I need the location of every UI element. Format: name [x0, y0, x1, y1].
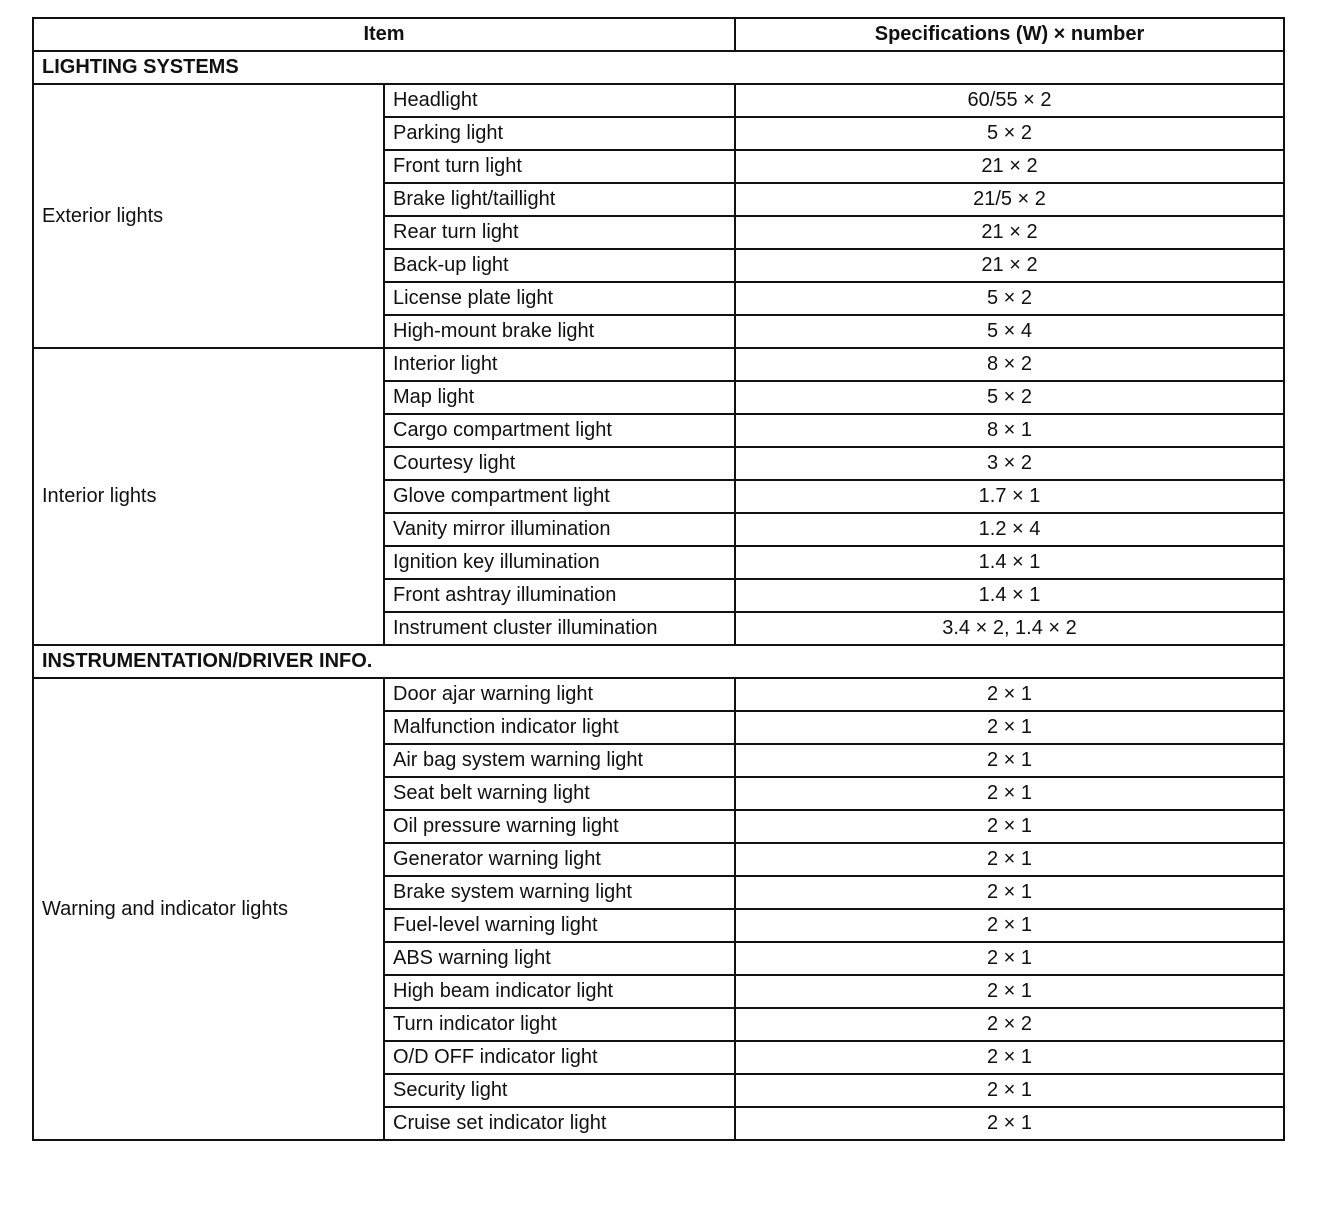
specification-cell: 5 × 2 — [735, 282, 1284, 315]
item-cell: Front turn light — [384, 150, 735, 183]
item-cell: O/D OFF indicator light — [384, 1041, 735, 1074]
specification-cell: 2 × 1 — [735, 975, 1284, 1008]
specification-cell: 5 × 2 — [735, 381, 1284, 414]
table-row — [33, 84, 1284, 117]
specification-cell: 2 × 1 — [735, 678, 1284, 711]
specification-cell: 2 × 2 — [735, 1008, 1284, 1041]
specification-cell: 5 × 4 — [735, 315, 1284, 348]
specification-cell: 2 × 1 — [735, 942, 1284, 975]
item-cell: Interior light — [384, 348, 735, 381]
specification-cell: 1.4 × 1 — [735, 546, 1284, 579]
specification-cell: 5 × 2 — [735, 117, 1284, 150]
specification-cell: 3 × 2 — [735, 447, 1284, 480]
specification-cell: 1.4 × 1 — [735, 579, 1284, 612]
table-row — [33, 678, 1284, 711]
specification-cell: 1.2 × 4 — [735, 513, 1284, 546]
specification-cell: 21 × 2 — [735, 150, 1284, 183]
item-cell: Back-up light — [384, 249, 735, 282]
item-cell: High beam indicator light — [384, 975, 735, 1008]
specification-cell: 8 × 1 — [735, 414, 1284, 447]
specification-cell: 2 × 1 — [735, 876, 1284, 909]
item-cell: High-mount brake light — [384, 315, 735, 348]
item-cell: Fuel-level warning light — [384, 909, 735, 942]
specification-cell: 2 × 1 — [735, 1107, 1284, 1140]
item-cell: Seat belt warning light — [384, 777, 735, 810]
specification-cell: 2 × 1 — [735, 843, 1284, 876]
group-label: Exterior lights — [33, 84, 384, 348]
item-cell: Courtesy light — [384, 447, 735, 480]
item-cell: Glove compartment light — [384, 480, 735, 513]
specification-cell: 2 × 1 — [735, 810, 1284, 843]
item-cell: Cruise set indicator light — [384, 1107, 735, 1140]
table-row — [33, 348, 1284, 381]
section-title: INSTRUMENTATION/DRIVER INFO. — [33, 645, 1284, 678]
table-body — [33, 51, 1284, 1140]
item-column-header: Item — [33, 18, 735, 51]
item-cell: Parking light — [384, 117, 735, 150]
item-cell: Oil pressure warning light — [384, 810, 735, 843]
group-label: Interior lights — [33, 348, 384, 645]
specification-cell: 21 × 2 — [735, 249, 1284, 282]
specification-cell: 2 × 1 — [735, 909, 1284, 942]
item-cell: ABS warning light — [384, 942, 735, 975]
item-cell: Cargo compartment light — [384, 414, 735, 447]
specifications-column-header: Specifications (W) × number — [735, 18, 1284, 51]
section-title: LIGHTING SYSTEMS — [33, 51, 1284, 84]
item-cell: Brake system warning light — [384, 876, 735, 909]
specification-cell: 60/55 × 2 — [735, 84, 1284, 117]
group-label: Warning and indicator lights — [33, 678, 384, 1140]
item-cell: Malfunction indicator light — [384, 711, 735, 744]
section-row — [33, 645, 1284, 678]
specification-cell: 21 × 2 — [735, 216, 1284, 249]
item-cell: Front ashtray illumination — [384, 579, 735, 612]
item-cell: Map light — [384, 381, 735, 414]
item-cell: Vanity mirror illumination — [384, 513, 735, 546]
specification-cell: 2 × 1 — [735, 777, 1284, 810]
item-cell: Security light — [384, 1074, 735, 1107]
item-cell: Ignition key illumination — [384, 546, 735, 579]
specification-cell: 21/5 × 2 — [735, 183, 1284, 216]
item-cell: Air bag system warning light — [384, 744, 735, 777]
item-cell: License plate light — [384, 282, 735, 315]
section-row — [33, 51, 1284, 84]
item-cell: Headlight — [384, 84, 735, 117]
specifications-table — [32, 17, 1285, 1141]
specification-cell: 8 × 2 — [735, 348, 1284, 381]
item-cell: Instrument cluster illumination — [384, 612, 735, 645]
specification-cell: 3.4 × 2, 1.4 × 2 — [735, 612, 1284, 645]
item-cell: Door ajar warning light — [384, 678, 735, 711]
table-header-row — [33, 18, 1284, 51]
item-cell: Turn indicator light — [384, 1008, 735, 1041]
specification-cell: 2 × 1 — [735, 711, 1284, 744]
specification-cell: 1.7 × 1 — [735, 480, 1284, 513]
specification-cell: 2 × 1 — [735, 1041, 1284, 1074]
item-cell: Rear turn light — [384, 216, 735, 249]
specification-cell: 2 × 1 — [735, 744, 1284, 777]
item-cell: Generator warning light — [384, 843, 735, 876]
specification-cell: 2 × 1 — [735, 1074, 1284, 1107]
item-cell: Brake light/taillight — [384, 183, 735, 216]
